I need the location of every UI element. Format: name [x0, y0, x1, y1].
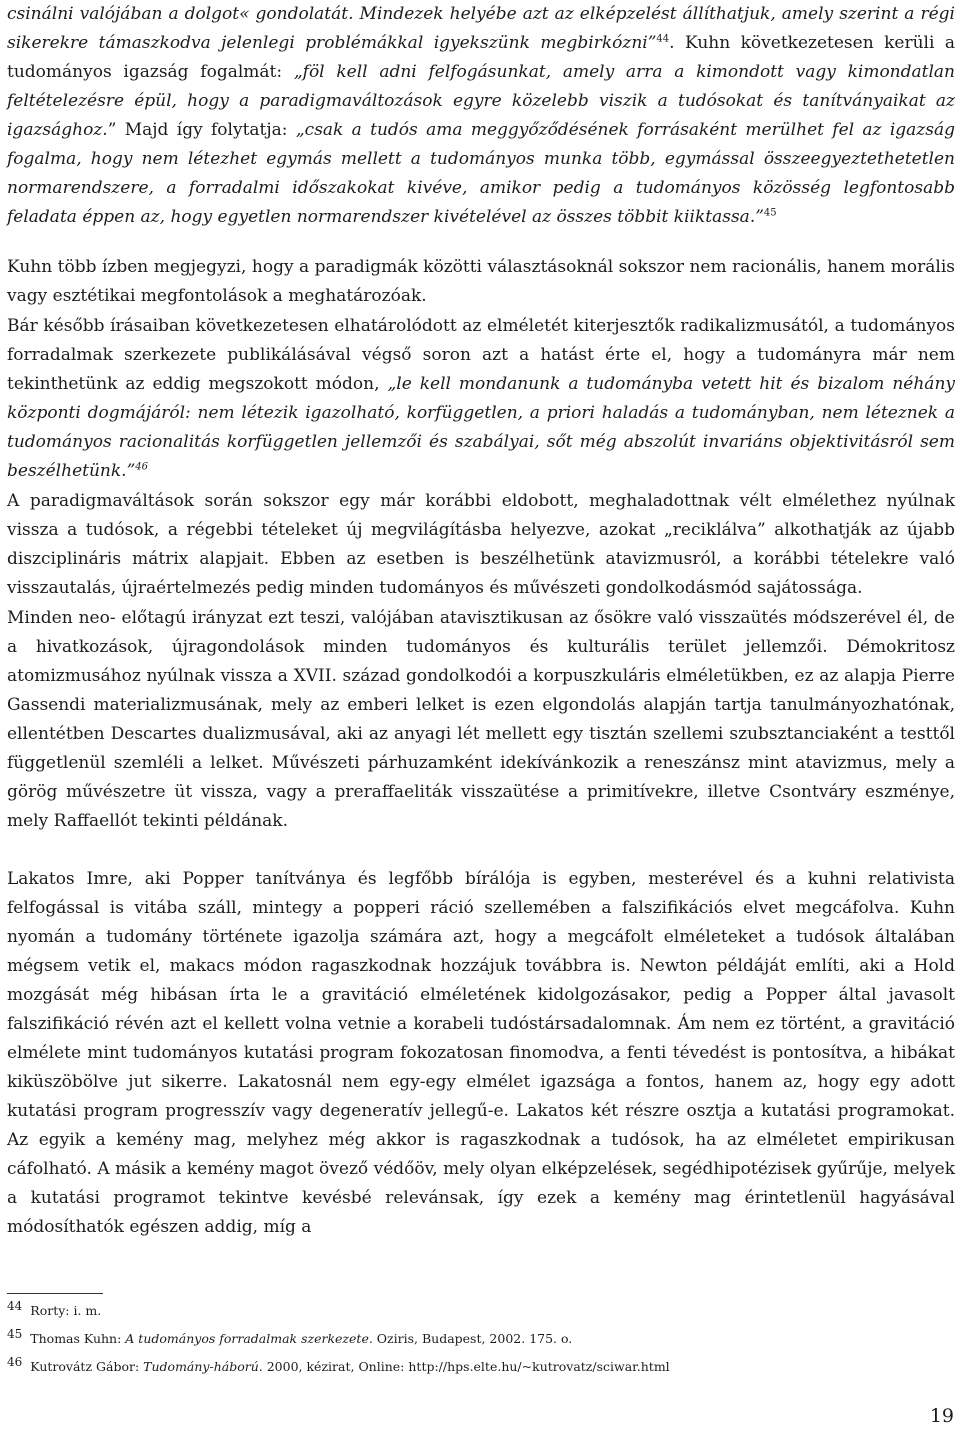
footnote-number: 44 [7, 1299, 23, 1313]
footnote-text: . Oziris, Budapest, 2002. 175. o. [368, 1331, 573, 1346]
page-number: 19 [929, 1405, 954, 1427]
footnote-number: 45 [7, 1327, 23, 1341]
quote-text: „csak a tudós ama meggyőződésének forrásaként merülhet fel az igazság fogalma, hogy nem létezhet egymás mellett a tudományos munka több, egymással összeegyeztethetetlen normarendszere, a forradalmi időszakokat kivéve, amikor pedig a tudományos közösség legfontosabb feladata éppen az, hogy egyetlen normarendszer kivételével az összes többit kiiktassa.” [7, 120, 955, 227]
quote-text: csinálni valójában a dolgot« gondolatát. Mindezek helyébe azt az elképzelést állíthatjuk, amely szerint a régi sikerekre támaszkodva jelenlegi problémákkal igyekszünk megbirkózni” [7, 4, 955, 53]
footnote-ref-44[interactable]: 44 [656, 33, 670, 45]
body-text: Bár később írásaiban következetesen elhatárolódott az elméletét kiterjesztők radikalizmusától, a tudományos forradalmak szerkezete publikálásával végső soron azt a hatást érte el, hogy a tudományra már nem tekinthetünk az eddig megszokott módon, [7, 316, 955, 394]
footnote-text: Thomas Kuhn: [30, 1331, 126, 1346]
footnote-46 [7, 1355, 670, 1375]
footnote-book-title: Tudomány-háború [143, 1359, 259, 1374]
quote-text: „föl kell adni felfogásunkat, amely arra a kimondott vagy kimondatlan feltételezésre épül, hogy a paradigmaváltozások egyre közelebb viszik a tudósokat és tanítványaikat az igazsághoz. [7, 62, 956, 140]
body-text: . Kuhn következetesen kerüli a tudományos igazság fogalmát: [7, 33, 955, 82]
body-text: ” Majd így folytatja: [107, 120, 296, 140]
page-body [7, 0, 955, 1242]
footnote-44 [7, 1299, 102, 1319]
paragraph-6: Lakatos Imre, aki Popper tanítványa és legfőbb bírálója is egyben, mesterével és a kuhni relativista felfogással is vitába száll, mintegy a popperi ráció szellemében a falszifikációs elvet megcáfolva. Kuhn nyomán a tudomány története igazolja számára azt, hogy a megcáfolt elméleteket a tudósok általában mégsem vetik el, makacs módon ragaszkodnak hozzájuk továbbra is. Newton példáját említi, aki a Hold mozgását még hibásan írta le a gravitáció elméletének kidolgozásakor, pedig a Popper által javasolt falszifikáció révén azt el kellett volna vetnie a korabeli tudóstársadalomnak. Ám nem ez történt, a gravitáció elmélete mint tudományos kutatási program fokozatosan finomodva, a fenti tévedést is pontosítva, a hibákat kiküszöbölve jut sikerre. Lakatosnál nem egy-egy elmélet igazsága a fontos, hanem az, hogy egy adott kutatási program progresszív vagy degeneratív jellegű-e. Lakatos két részre osztja a kutatási programokat. Az egyik a kemény mag, melyhez még akkor is ragaszkodnak a tudósok, ha az elméletet empirikusan cáfolható. A másik a kemény magot övező védőöv, mely olyan elképzelések, segédhipotézisek gyűrűje, melyek a kutatási programot tekintve kevésbé relevánsak, így ezek a kemény mag érintetlenül hagyásával módosíthatók egészen addig, míg a [7, 869, 955, 1237]
footnote-ref-46[interactable]: 46 [135, 461, 148, 473]
footnote-number: 46 [7, 1355, 23, 1369]
footnote-text: Kutrovátz Gábor: [30, 1359, 144, 1374]
quote-text: „le kell mondanunk a tudományba vetett hit és bizalom néhány központi dogmájáról: nem létezik igazolható, korfüggetlen, a priori haladás a tudományban, nem léteznek a tudományos racionalitás korfüggetlen jellemzői és szabályai, sőt még abszolút invariáns objektivitásról sem beszélhetünk.” [7, 374, 955, 481]
footnote-text: . 2000, kézirat, Online: http://hps.elte.hu/~kutrovatz/sciwar.html [258, 1359, 670, 1374]
paragraph-2: Kuhn több ízben megjegyzi, hogy a paradigmák közötti választásoknál sokszor nem racionális, hanem morális vagy esztétikai megfontolások a meghatározóak. [7, 257, 955, 306]
paragraph-1 [7, 0, 955, 232]
paragraph-3 [7, 312, 955, 486]
paragraph-4: A paradigmaváltások során sokszor egy már korábbi eldobott, meghaladottnak vélt elmélethez nyúlnak vissza a tudósok, a régebbi tételeket új megvilágításba helyezve, azokat „reciklálva” alkothatják az újabb diszciplináris mátrix alapjait. Ebben az esetben is beszélhetünk atavizmusról, a korábbi tételekre való visszautalás, újraértelmezés pedig minden tudományos és művészeti gondolkodásmód sajátossága. [7, 491, 955, 598]
footnote-45 [7, 1327, 573, 1347]
footnote-text: Rorty: i. m. [30, 1303, 102, 1318]
footnote-ref-45[interactable]: 45 [763, 207, 777, 219]
paragraph-5: Minden neo- előtagú irányzat ezt teszi, valójában atavisztikusan az ősökre való visszaütés módszerével él, de a hivatkozások, újragondolások minden tudományos és kulturális terület jellemzői. Démokritosz atomizmusához nyúlnak vissza a XVII. század gondolkodói a korpuszkuláris elméletükben, ez az alapja Pierre Gassendi materializmusának, mely az emberi lelket is ezen elgondolás alapján tartja tanulmányozhatónak, ellentétben Descartes dualizmusával, aki az anyagi lét mellett egy tisztán szellemi szubsztanciaként a testtől függetlenül szemléli a lelket. Művészeti párhuzamként idekívánkozik a reneszánsz mint atavizmus, mely a görög művészetre üt vissza, vagy a preraffaeliták visszaütése a primitívekre, illetve Csontváry eszménye, mely Raffaellót tekinti példának. [7, 608, 955, 831]
footnote-divider [7, 1293, 103, 1294]
footnote-book-title: A tudományos forradalmak szerkezete [125, 1331, 369, 1346]
